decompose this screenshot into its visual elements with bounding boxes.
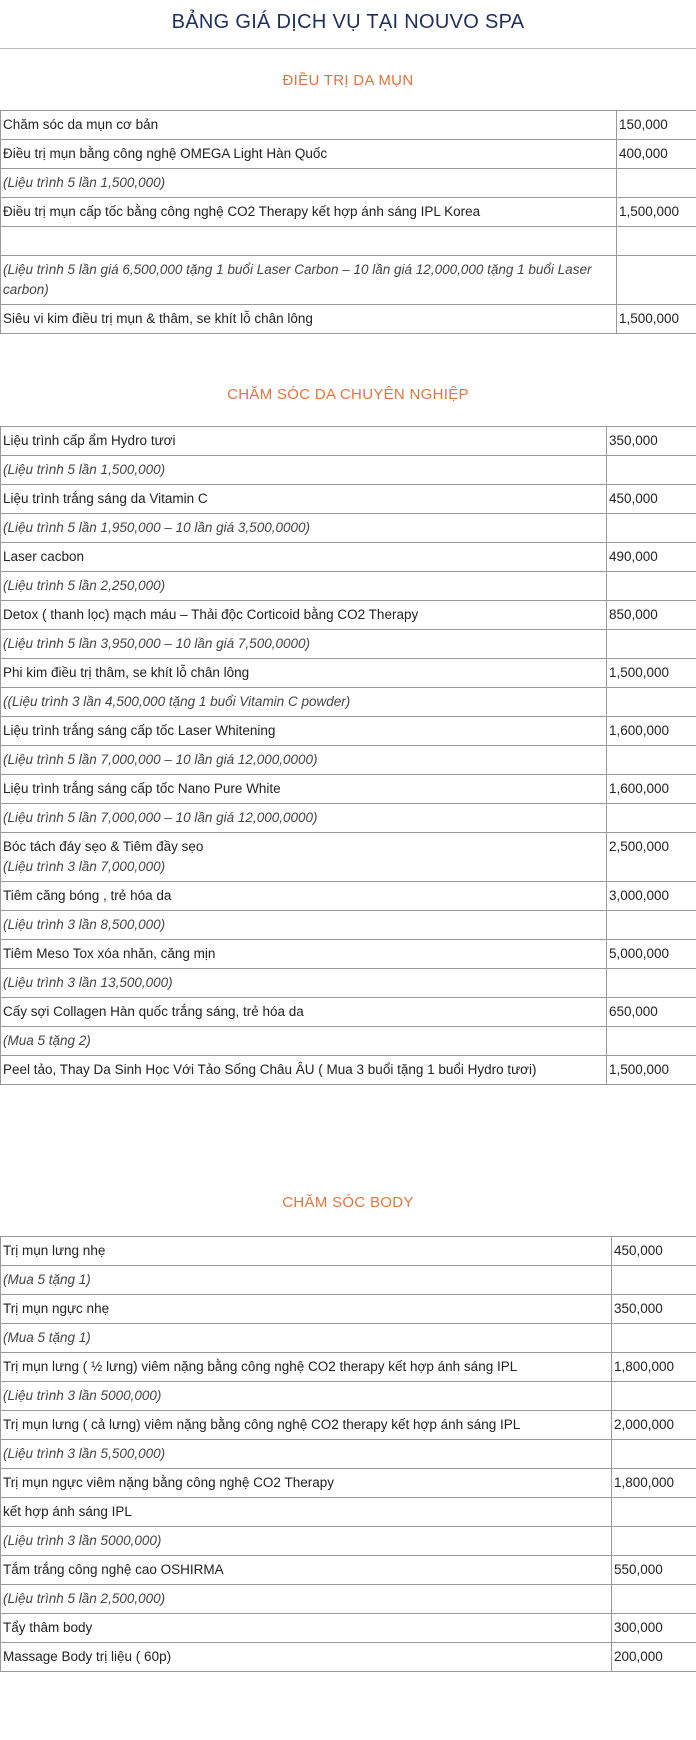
service-note-line: (Liệu trình 3 lần 7,000,000)	[3, 859, 166, 874]
service-price: 1,800,000	[612, 1353, 696, 1382]
service-note: (Liệu trình 5 lần 1,950,000 – 10 lần giá 3,500,0000)	[1, 514, 607, 543]
table-row	[1, 514, 696, 543]
service-price	[612, 1324, 696, 1353]
service-name: Liệu trình cấp ẩm Hydro tươi	[1, 427, 607, 456]
service-price: 490,000	[607, 543, 696, 572]
table-row	[1, 456, 696, 485]
service-note: (Liệu trình 5 lần 1,500,000)	[1, 456, 607, 485]
service-price: 1,500,000	[607, 659, 696, 688]
table-row	[1, 1027, 696, 1056]
table-row	[1, 601, 696, 630]
table-row	[1, 111, 696, 140]
service-price	[617, 227, 696, 256]
price-table-acne	[0, 110, 696, 334]
table-row	[1, 630, 696, 659]
table-row	[1, 1324, 696, 1353]
table-row	[1, 1353, 696, 1382]
table-row	[1, 485, 696, 514]
service-price	[607, 514, 696, 543]
service-price	[607, 911, 696, 940]
service-price	[607, 1027, 696, 1056]
service-price	[612, 1440, 696, 1469]
service-name: Massage Body trị liệu ( 60p)	[1, 1643, 612, 1672]
service-price: 400,000	[617, 140, 696, 169]
service-price: 200,000	[612, 1643, 696, 1672]
service-name: Trị mụn lưng ( cả lưng) viêm nặng bằng công nghệ CO2 therapy kết hợp ánh sáng IPL	[1, 1411, 612, 1440]
service-name: Trị mụn lưng nhẹ	[1, 1237, 612, 1266]
table-row	[1, 1295, 696, 1324]
service-name: Tiêm Meso Tox xóa nhăn, căng mịn	[1, 940, 607, 969]
service-name: Peel tảo, Thay Da Sinh Học Với Tảo Sống Châu ÂU ( Mua 3 buổi tặng 1 buổi Hydro tươi)	[1, 1056, 607, 1085]
table-row	[1, 1498, 696, 1527]
table-row	[1, 1382, 696, 1411]
service-price: 1,500,000	[617, 198, 696, 227]
table-row	[1, 1614, 696, 1643]
service-name: Detox ( thanh lọc) mạch máu – Thải độc Corticoid bằng CO2 Therapy	[1, 601, 607, 630]
table-row	[1, 1266, 696, 1295]
price-table-skincare	[0, 426, 696, 1085]
service-name: kết hợp ánh sáng IPL	[1, 1498, 612, 1527]
service-price: 450,000	[612, 1237, 696, 1266]
table-row	[1, 1643, 696, 1672]
table-row	[1, 775, 696, 804]
service-price	[607, 969, 696, 998]
service-price	[607, 688, 696, 717]
service-price: 1,800,000	[612, 1469, 696, 1498]
service-name: Liệu trình trắng sáng cấp tốc Nano Pure White	[1, 775, 607, 804]
service-price: 5,000,000	[607, 940, 696, 969]
service-price	[617, 169, 696, 198]
service-price: 850,000	[607, 601, 696, 630]
service-price: 350,000	[612, 1295, 696, 1324]
service-name: Phi kim điều trị thâm, se khít lỗ chân lông	[1, 659, 607, 688]
service-name: Trị mụn ngực nhẹ	[1, 1295, 612, 1324]
service-note: (Liệu trình 5 lần 1,500,000)	[1, 169, 617, 198]
service-price: 1,600,000	[607, 775, 696, 804]
table-row	[1, 198, 696, 227]
service-price: 650,000	[607, 998, 696, 1027]
table-row	[1, 140, 696, 169]
service-price: 1,500,000	[617, 305, 696, 334]
table-row	[1, 969, 696, 998]
service-name: Tắm trắng công nghệ cao OSHIRMA	[1, 1556, 612, 1585]
table-row	[1, 1527, 696, 1556]
service-name: Liệu trình trắng sáng da Vitamin C	[1, 485, 607, 514]
price-table-body	[0, 1236, 696, 1672]
table-row	[1, 1411, 696, 1440]
table-row	[1, 1585, 696, 1614]
service-note: (Liệu trình 3 lần 8,500,000)	[1, 911, 607, 940]
service-price: 550,000	[612, 1556, 696, 1585]
table-row	[1, 746, 696, 775]
service-name: Siêu vi kim điều trị mụn & thâm, se khít lỗ chân lông	[1, 305, 617, 334]
service-price: 1,500,000	[607, 1056, 696, 1085]
table-row	[1, 940, 696, 969]
service-name: Điều trị mụn bằng công nghệ OMEGA Light Hàn Quốc	[1, 140, 617, 169]
service-price: 1,600,000	[607, 717, 696, 746]
service-name: Chăm sóc da mụn cơ bản	[1, 111, 617, 140]
service-price: 3,000,000	[607, 882, 696, 911]
table-row	[1, 911, 696, 940]
table-row	[1, 427, 696, 456]
table-row	[1, 543, 696, 572]
service-name: Tiêm căng bóng , trẻ hóa da	[1, 882, 607, 911]
service-note: (Mua 5 tặng 1)	[1, 1266, 612, 1295]
table-row	[1, 256, 696, 305]
service-name: Cấy sợi Collagen Hàn quốc trắng sáng, trẻ hóa da	[1, 998, 607, 1027]
service-price	[612, 1266, 696, 1295]
service-price	[612, 1498, 696, 1527]
service-name: Trị mụn lưng ( ½ lưng) viêm nặng bằng công nghệ CO2 therapy kết hợp ánh sáng IPL	[1, 1353, 612, 1382]
service-name: Liệu trình trắng sáng cấp tốc Laser Whitening	[1, 717, 607, 746]
title-divider	[0, 48, 696, 49]
service-note: (Liệu trình 3 lần 5000,000)	[1, 1527, 612, 1556]
service-price	[607, 630, 696, 659]
service-note: ((Liệu trình 3 lần 4,500,000 tặng 1 buổi Vitamin C powder)	[1, 688, 607, 717]
service-note: (Liệu trình 5 lần 7,000,000 – 10 lần giá 12,000,0000)	[1, 804, 607, 833]
table-row	[1, 833, 696, 882]
service-name	[1, 227, 617, 256]
section-title-acne: ĐIỀU TRỊ DA MỤN	[282, 72, 414, 89]
service-name: Trị mụn ngực viêm nặng bằng công nghệ CO2 Therapy	[1, 1469, 612, 1498]
section-title-body: CHĂM SÓC BODY	[282, 1194, 414, 1211]
table-row	[1, 1556, 696, 1585]
service-name: Điều trị mụn cấp tốc bằng công nghệ CO2 Therapy kết hợp ánh sáng IPL Korea	[1, 198, 617, 227]
service-price: 2,500,000	[607, 833, 696, 882]
service-name	[1, 833, 607, 882]
table-row	[1, 998, 696, 1027]
table-row	[1, 169, 696, 198]
service-note: (Liệu trình 5 lần 2,250,000)	[1, 572, 607, 601]
service-note: (Liệu trình 3 lần 13,500,000)	[1, 969, 607, 998]
service-price: 300,000	[612, 1614, 696, 1643]
table-row	[1, 227, 696, 256]
service-note: (Liệu trình 3 lần 5000,000)	[1, 1382, 612, 1411]
service-note: (Liệu trình 5 lần 7,000,000 – 10 lần giá 12,000,0000)	[1, 746, 607, 775]
table-row	[1, 1237, 696, 1266]
table-row	[1, 572, 696, 601]
service-price: 150,000	[617, 111, 696, 140]
service-price: 2,000,000	[612, 1411, 696, 1440]
service-price	[607, 456, 696, 485]
table-row	[1, 882, 696, 911]
service-note: (Liệu trình 5 lần 3,950,000 – 10 lần giá 7,500,0000)	[1, 630, 607, 659]
service-name: Laser cacbon	[1, 543, 607, 572]
service-note: (Liệu trình 5 lần 2,500,000)	[1, 1585, 612, 1614]
service-name: Tẩy thâm body	[1, 1614, 612, 1643]
table-row	[1, 659, 696, 688]
service-note: (Mua 5 tặng 1)	[1, 1324, 612, 1353]
service-price	[607, 804, 696, 833]
service-price: 350,000	[607, 427, 696, 456]
service-note: (Liệu trình 3 lần 5,500,000)	[1, 1440, 612, 1469]
service-price	[612, 1585, 696, 1614]
table-row	[1, 804, 696, 833]
table-row	[1, 1440, 696, 1469]
section-title-skincare: CHĂM SÓC DA CHUYÊN NGHIỆP	[227, 386, 469, 403]
service-name-line: Bóc tách đáy sẹo & Tiêm đầy sẹo	[3, 839, 204, 854]
service-price	[617, 256, 696, 305]
service-price: 450,000	[607, 485, 696, 514]
table-row	[1, 1469, 696, 1498]
table-row	[1, 688, 696, 717]
table-row	[1, 717, 696, 746]
service-price	[607, 572, 696, 601]
service-price	[612, 1382, 696, 1411]
service-price	[612, 1527, 696, 1556]
service-note: (Mua 5 tặng 2)	[1, 1027, 607, 1056]
page-title: BẢNG GIÁ DỊCH VỤ TẠI NOUVO SPA	[171, 11, 525, 33]
service-price	[607, 746, 696, 775]
table-row	[1, 305, 696, 334]
service-note: (Liệu trình 5 lần giá 6,500,000 tặng 1 buổi Laser Carbon – 10 lần giá 12,000,000 tặng 1 buổi Laser carbon)	[1, 256, 617, 305]
table-row	[1, 1056, 696, 1085]
